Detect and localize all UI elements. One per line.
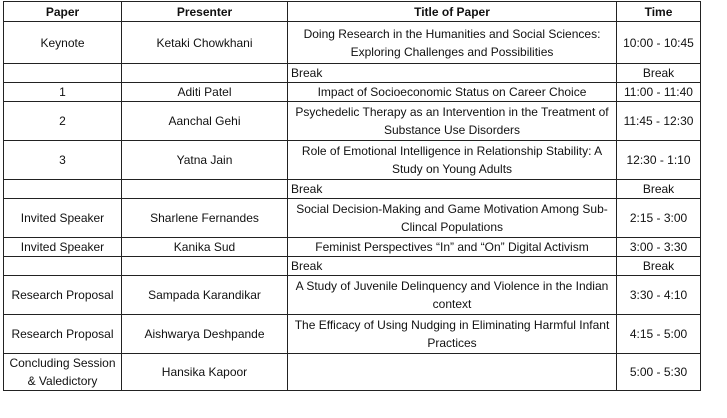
break-empty-cell: [122, 257, 288, 276]
presenter-cell: Aditi Patel: [122, 83, 288, 102]
table-row: [4, 276, 701, 315]
presenter-cell: Kanika Sud: [122, 238, 288, 257]
paper-cell: Research Proposal: [4, 276, 122, 315]
table-row: [4, 354, 701, 391]
time-cell: 11:00 - 11:40: [617, 83, 701, 102]
break-label: Break: [288, 64, 617, 83]
title-cell: Feminist Perspectives “In” and “On” Digital Activism: [288, 238, 617, 257]
presenter-cell: Yatna Jain: [122, 141, 288, 180]
break-time: Break: [617, 180, 701, 199]
time-cell: 10:00 - 10:45: [617, 22, 701, 64]
time-cell: 4:15 - 5:00: [617, 315, 701, 354]
time-cell: 12:30 - 1:10: [617, 141, 701, 180]
table-row: [4, 141, 701, 180]
header-row: [4, 2, 701, 22]
break-empty-cell: [4, 257, 122, 276]
paper-cell: Keynote: [4, 22, 122, 64]
break-empty-cell: [122, 180, 288, 199]
paper-cell: 3: [4, 141, 122, 180]
time-cell: 3:00 - 3:30: [617, 238, 701, 257]
schedule-table: [3, 1, 701, 391]
break-empty-cell: [122, 64, 288, 83]
presenter-cell: Sampada Karandikar: [122, 276, 288, 315]
break-empty-cell: [4, 64, 122, 83]
paper-cell: Invited Speaker: [4, 199, 122, 238]
time-cell: 5:00 - 5:30: [617, 354, 701, 391]
table-row: [4, 315, 701, 354]
time-cell: 3:30 - 4:10: [617, 276, 701, 315]
title-cell: [288, 354, 617, 391]
presenter-cell: Sharlene Fernandes: [122, 199, 288, 238]
header-time: Time: [617, 2, 701, 22]
break-label: Break: [288, 180, 617, 199]
break-time: Break: [617, 257, 701, 276]
paper-cell: Invited Speaker: [4, 238, 122, 257]
paper-cell: 1: [4, 83, 122, 102]
break-row: [4, 180, 701, 199]
paper-cell: Research Proposal: [4, 315, 122, 354]
presenter-cell: Ketaki Chowkhani: [122, 22, 288, 64]
presenter-cell: Hansika Kapoor: [122, 354, 288, 391]
time-cell: 2:15 - 3:00: [617, 199, 701, 238]
header-paper: Paper: [4, 2, 122, 22]
title-cell: The Efficacy of Using Nudging in Eliminating Harmful Infant Practices: [288, 315, 617, 354]
break-time: Break: [617, 64, 701, 83]
paper-cell: Concluding Session & Valedictory: [4, 354, 122, 391]
break-row: [4, 257, 701, 276]
title-cell: Impact of Socioeconomic Status on Career Choice: [288, 83, 617, 102]
title-cell: A Study of Juvenile Delinquency and Violence in the Indian context: [288, 276, 617, 315]
presenter-cell: Aishwarya Deshpande: [122, 315, 288, 354]
break-row: [4, 64, 701, 83]
table-row: [4, 238, 701, 257]
table-row: [4, 199, 701, 238]
header-title: Title of Paper: [288, 2, 617, 22]
break-empty-cell: [4, 180, 122, 199]
title-cell: Doing Research in the Humanities and Social Sciences: Exploring Challenges and Possibilities: [288, 22, 617, 64]
table-row: [4, 83, 701, 102]
table-row: [4, 102, 701, 141]
break-label: Break: [288, 257, 617, 276]
title-cell: Social Decision-Making and Game Motivation Among Sub-Clincal Populations: [288, 199, 617, 238]
title-cell: Psychedelic Therapy as an Intervention in the Treatment of Substance Use Disorders: [288, 102, 617, 141]
paper-cell: 2: [4, 102, 122, 141]
title-cell: Role of Emotional Intelligence in Relationship Stability: A Study on Young Adults: [288, 141, 617, 180]
time-cell: 11:45 - 12:30: [617, 102, 701, 141]
table-row: [4, 22, 701, 64]
presenter-cell: Aanchal Gehi: [122, 102, 288, 141]
header-presenter: Presenter: [122, 2, 288, 22]
